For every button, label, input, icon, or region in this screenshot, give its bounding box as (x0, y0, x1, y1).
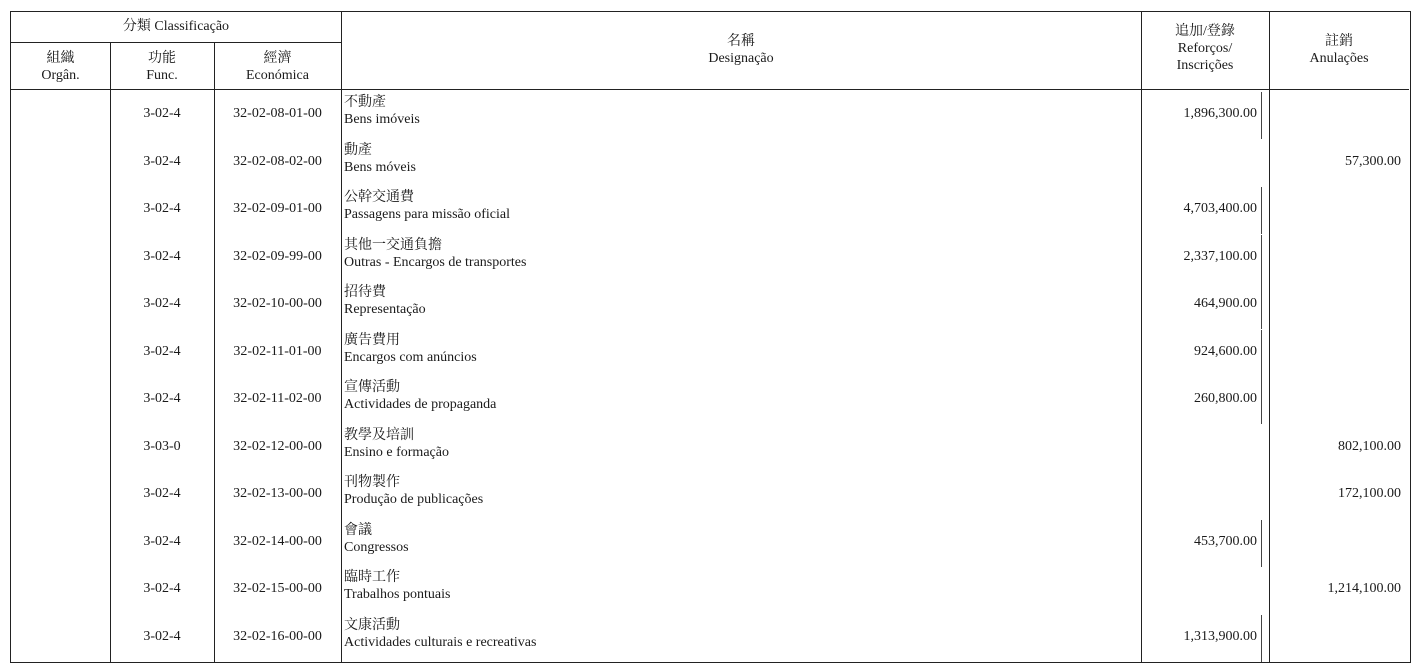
annulment-amount: 57,300.00 (1345, 153, 1401, 169)
econ-code: 32-02-13-00-00 (233, 486, 322, 501)
table-row (11, 187, 1409, 234)
header-annulment (1269, 33, 1409, 67)
reinforcement-amount: 464,900.00 (1194, 296, 1257, 311)
table-row (11, 235, 1409, 282)
econ-code: 32-02-08-02-00 (233, 153, 322, 169)
designation-zh: 不動產 (344, 95, 386, 110)
designation-zh: 公幹交通費 (344, 190, 414, 205)
header-econ (214, 50, 341, 84)
header-classification: 分類 Classificação (122, 19, 230, 34)
reinforcement-amount: 1,896,300.00 (1183, 106, 1257, 121)
func-code: 3-03-0 (143, 438, 181, 454)
designation-zh: 其他一交通負擔 (344, 237, 442, 253)
func-code: 3-02-4 (143, 533, 181, 549)
func-code: 3-02-4 (143, 581, 181, 596)
reinforcement-amount: 4,703,400.00 (1183, 201, 1257, 216)
header-reinforcement (1141, 23, 1269, 74)
annulment-amount: 802,100.00 (1338, 438, 1401, 454)
header-reinforcement-pt2: Inscrições (1176, 58, 1234, 73)
designation (344, 617, 536, 651)
designation-zh: 會議 (344, 522, 372, 538)
header-func-pt: Func. (146, 68, 178, 83)
func-code: 3-02-4 (143, 153, 181, 169)
designation-pt: Bens imóveis (344, 112, 420, 127)
designation (344, 522, 409, 556)
func-code: 3-02-4 (143, 343, 181, 359)
econ-code: 32-02-09-01-00 (233, 201, 322, 216)
econ-code: 32-02-14-00-00 (233, 533, 322, 549)
table-row (11, 425, 1409, 472)
econ-code: 32-02-08-01-00 (233, 106, 322, 121)
header-func (110, 50, 214, 84)
reinforcement-amount: 924,600.00 (1194, 343, 1257, 359)
designation-zh: 臨時工作 (344, 570, 400, 585)
designation-zh: 刊物製作 (344, 475, 400, 490)
header-reinforcement-pt1: Reforços/ (1177, 41, 1233, 56)
econ-code: 32-02-15-00-00 (233, 581, 322, 596)
econ-code: 32-02-09-99-00 (233, 248, 322, 264)
header-bottom-line (11, 89, 1409, 90)
designation-pt: Outras - Encargos de transportes (344, 254, 527, 270)
designation (344, 332, 477, 366)
designation-zh: 動產 (344, 142, 372, 158)
designation-pt: Passagens para missão oficial (344, 207, 511, 222)
designation (344, 237, 526, 271)
func-code: 3-02-4 (143, 391, 181, 406)
table-row (11, 377, 1409, 424)
budget-table (10, 11, 1411, 663)
econ-code: 32-02-11-02-00 (233, 391, 322, 406)
table-row (11, 92, 1409, 139)
header-organ (11, 50, 110, 84)
designation-zh: 教學及培訓 (344, 427, 414, 443)
designation (344, 142, 416, 176)
designation-zh: 招待費 (344, 285, 386, 300)
header-designation (341, 33, 1141, 67)
header-annulment-pt: Anulações (1309, 51, 1369, 66)
designation (344, 379, 496, 413)
reinforcement-amount: 2,337,100.00 (1183, 248, 1257, 264)
header-organ-zh: 組織 (46, 51, 75, 66)
econ-code: 32-02-16-00-00 (233, 628, 322, 644)
econ-code: 32-02-11-01-00 (233, 343, 322, 359)
reinforcement-amount: 1,313,900.00 (1183, 628, 1257, 644)
designation-pt: Representação (344, 302, 426, 317)
func-code: 3-02-4 (143, 296, 181, 311)
designation-pt: Actividades culturais e recreativas (344, 634, 537, 650)
func-code: 3-02-4 (143, 628, 181, 644)
designation-pt: Congressos (344, 539, 409, 555)
annulment-amount: 172,100.00 (1338, 486, 1401, 501)
designation-zh: 廣告費用 (344, 332, 400, 348)
table-row (11, 615, 1409, 662)
designation (344, 94, 420, 128)
annulment-amount: 1,214,100.00 (1327, 581, 1401, 596)
designation (344, 284, 426, 318)
designation-pt: Actividades de propaganda (344, 397, 497, 412)
header-designation-zh: 名稱 (727, 34, 755, 49)
header-organ-pt: Orgân. (41, 68, 80, 83)
econ-code: 32-02-12-00-00 (233, 438, 322, 454)
designation-pt: Encargos com anúncios (344, 349, 477, 365)
reinforcement-amount: 453,700.00 (1194, 533, 1257, 549)
table-row (11, 472, 1409, 519)
func-code: 3-02-4 (143, 201, 181, 216)
table-row (11, 330, 1409, 377)
designation-zh: 宣傳活動 (344, 380, 400, 395)
reinforcement-amount: 260,800.00 (1194, 391, 1257, 406)
table-row (11, 520, 1409, 567)
header-designation-pt: Designação (708, 51, 774, 66)
designation-pt: Bens móveis (344, 159, 416, 175)
header-econ-pt: Económica (246, 68, 309, 83)
table-row (11, 140, 1409, 187)
designation-pt: Ensino e formação (344, 444, 449, 460)
header-annulment-zh: 註銷 (1325, 34, 1353, 49)
econ-code: 32-02-10-00-00 (233, 296, 322, 311)
table-row (11, 282, 1409, 329)
func-code: 3-02-4 (143, 106, 181, 121)
classification-underline (11, 42, 341, 43)
designation (344, 189, 510, 223)
designation-pt: Trabalhos pontuais (344, 587, 451, 602)
reinforcement-cell-box (1149, 140, 1261, 187)
reinforcement-cell-box (1149, 567, 1261, 614)
header-econ-zh: 經濟 (263, 51, 292, 66)
reinforcement-cell-box (1149, 425, 1261, 472)
func-code: 3-02-4 (143, 486, 181, 501)
reinforcement-cell-box (1149, 472, 1261, 519)
designation (344, 427, 449, 461)
header-func-zh: 功能 (148, 51, 176, 66)
table-row (11, 567, 1409, 614)
designation-pt: Produção de publicações (344, 492, 484, 507)
designation (344, 474, 483, 508)
designation-zh: 文康活動 (344, 617, 400, 633)
func-code: 3-02-4 (143, 248, 181, 264)
designation (344, 569, 450, 603)
header-reinforcement-zh: 追加/登錄 (1175, 24, 1235, 39)
